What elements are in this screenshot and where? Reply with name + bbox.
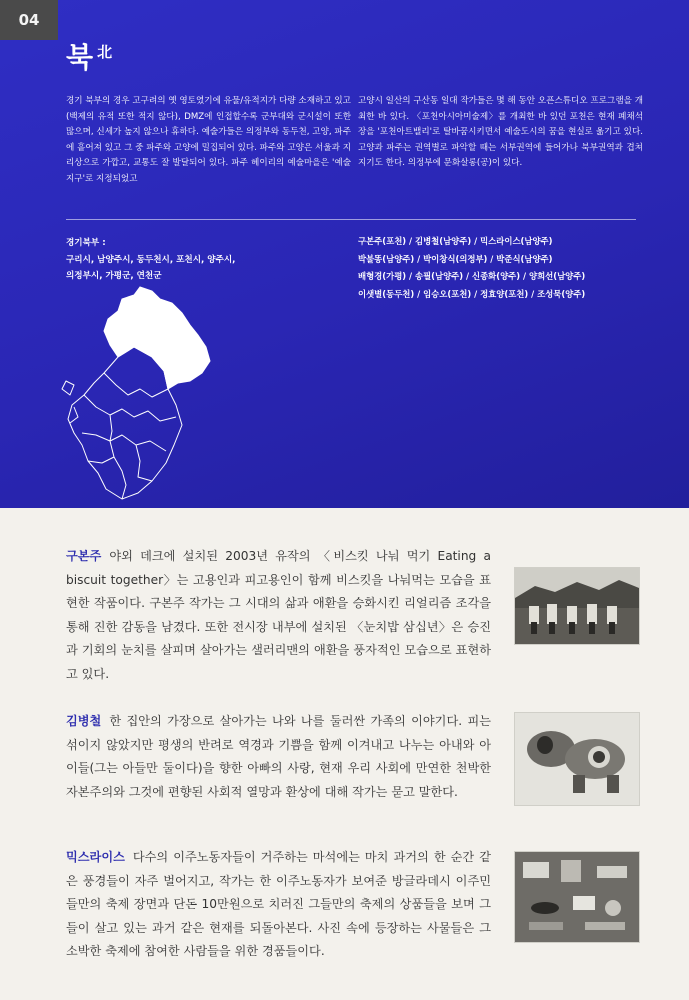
region-title-korean: 북 [66, 41, 94, 74]
page-number: 04 [0, 0, 58, 40]
map-boundary [104, 373, 168, 397]
article-body: 야외 데크에 설치된 2003년 유작의 〈비스킷 나눠 먹기 Eating a biscuit together〉는 고용인과 피고용인이 함께 비스킷을 나눠먹는 모습을 표현한 작품이다. 구본주 작가는 그 시대의 삶과 애환을 승화시킨 리얼리즘 조각을 통해 진한 감동을 남겼다. 또한 전시장 내부에 설치된 〈눈치밥 삼십년〉은 승진과 기회의 눈치를 살피며 살아가는 샐러리맨의 애환을 풍자적인 모습으로 표현하고 있다. [66, 549, 491, 681]
region-title [66, 36, 112, 76]
map-highlight-north [104, 287, 210, 389]
map-boundary [110, 415, 126, 499]
regions-list [66, 252, 286, 284]
artists-list [358, 233, 628, 303]
photo-biscuit-sculpture [514, 567, 640, 645]
region-title-hanja: 北 [97, 43, 113, 61]
article-koo-bonju [66, 545, 491, 686]
artists-line: 구본주(포천) / 김병철(남양주) / 믹스라이스(남양주) [358, 236, 553, 246]
intro-text-right: 고양시 일산의 구산동 일대 작가들은 몇 해 동안 오픈스튜디오 프로그램을 개최한 바 있다. 〈포천아시아미술제〉를 개최한 바 있던 포천은 현재 폐채석장을 '포천아트밸리'로 탈바꿈시키면서 예술도시의 꿈을 현실로 옮기고 있다. 고양과 파주는 권역별로 파악할 때는 서부권역에 들어가나 북부권역과 겹쳐지기도 한다. 의정부에 문화살롱(공)이 있다. [358, 96, 643, 168]
map-boundary [84, 395, 176, 421]
map-boundary [88, 457, 114, 463]
artist-name: 김병철 [66, 714, 102, 728]
intro-text-left: 경기 북부의 경우 고구려의 옛 영토였기에 유물/유적지가 다량 소재하고 있고(백제의 유적 또한 적지 않다), DMZ에 인접할수록 군부대와 군시설이 또한 많으며, 신세가 높지 않으나 휴하다. 예술가들은 의정부와 동두천, 고양, 파주에 흩어져 있고 그 중 파주와 고양에 밀집되어 있다. 파주와 고양은 서울과 지리상으로 가깝고, 교통도 잘 발달되어 있다. 파주 헤이리의 예술마을은 '예술지구'로 지정되었고 [66, 96, 351, 184]
artists-line: 박불똥(남양주) / 박이창식(의정부) / 박준식(남양주) [358, 253, 553, 264]
section-divider [66, 219, 636, 220]
gyeonggi-north-map [56, 285, 226, 505]
regions-heading: 경기북부 : [66, 238, 106, 248]
photo-festival-prizes [514, 851, 640, 943]
article-mixrice [66, 846, 491, 964]
artist-name: 믹스라이스 [66, 850, 125, 864]
artists-line: 이샛별(동두천) / 임승오(포천) / 정효양(포천) / 조성묵(양주) [358, 288, 586, 299]
map-boundary [82, 433, 166, 451]
map-boundary [62, 381, 74, 395]
artists-line: 배형경(가평) / 송필(남양주) / 신종화(양주) / 양희선(남양주) [358, 271, 586, 281]
regions-line: 구리시, 남양주시, 동두천시, 포천시, 양주시, [66, 255, 236, 265]
regions-line: 의정부시, 가평군, 연천군 [66, 271, 162, 281]
article-kim-byungchul [66, 710, 491, 804]
map-boundary [136, 445, 152, 481]
photo-sculpture-figures [514, 712, 640, 806]
artist-name: 구본주 [66, 549, 102, 563]
article-body: 한 집안의 가장으로 살아가는 나와 나를 둘러싼 가족의 이야기다. 피는 섞이지 않았지만 평생의 반려로 역경과 기쁨을 함께 이겨내고 나누는 아내와 아이들(그는 아들만 둘이다)을 향한 아빠의 사랑, 현재 우리 사회에 만연한 천박한 자본주의와 그것에 편향된 사회적 열망과 환상에 대해 작가는 묻고 말한다. [66, 714, 491, 799]
article-body: 다수의 이주노동자들이 거주하는 마석에는 마치 과거의 한 순간 같은 풍경들이 자주 벌어지고, 작가는 한 이주노동자가 보여준 방글라데시 이주민들만의 축제 장면과 단돈 10만원으로 치러진 그들만의 축제의 상품들을 보며 그들이 살고 있는 과거 같은 현재를 되돌아본다. 사진 속에 등장하는 사물들은 그 소박한 축제에 참여한 사람들을 위한 경품들이다. [66, 850, 491, 958]
